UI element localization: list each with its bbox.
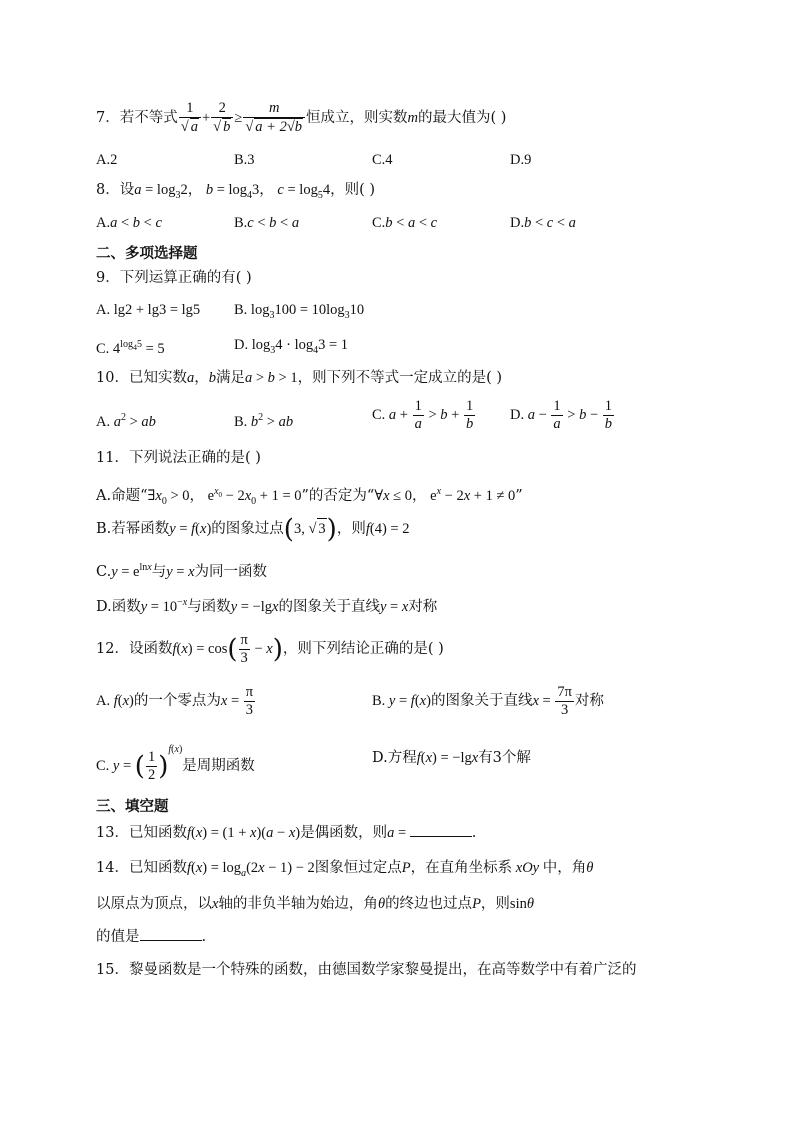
q8-option-d[interactable]: D.b < c < a: [510, 215, 576, 231]
question-10: 10．已知实数a，b满足a > b > 1，则下列不等式一定成立的是( ): [96, 370, 503, 386]
q7-option-a[interactable]: A.2: [96, 152, 118, 168]
q7-frac-2-over-sqrt-b: $\frac{2}{√ b}$: [211, 100, 233, 136]
q8-text-tail: ，则( ): [330, 182, 376, 198]
question-8: 8．设$a = \log_32$， $b = \log_43$， $c = \log_54$，则( ): [96, 182, 376, 201]
q12-option-b[interactable]: B. y = f(x)的图象关于直线x = $\frac{7\pi}{3}$ 对称: [372, 684, 604, 718]
q12-option-c[interactable]: C. y = ( $\frac{1}{2}$ )$^{f(x)}$是周期函数: [96, 744, 255, 784]
question-9: 9．下列运算正确的有( ): [96, 270, 252, 286]
section-heading-multiple-choice: 二、多项选择题: [96, 246, 198, 262]
question-14-line-3: 的值是 .: [96, 926, 206, 947]
q9-option-c[interactable]: C. $4^{log_45} = 5$: [96, 339, 165, 357]
q7-number: 7．: [96, 110, 120, 126]
q11-option-b[interactable]: B.若幂函数y = f(x)的图象过点(3, √ 3)，则f(4) = 2: [96, 514, 410, 545]
question-7: 7．若不等式 $\frac{1}{√ a}$ + $\frac{2}{√ b}$ ≥ $\frac{m}{√ a + 2√b}$ 恒成立，则实数m的最大值为( ): [96, 100, 507, 135]
q7-option-c[interactable]: C.4: [372, 152, 393, 168]
q7-text-pre: 若不等式: [119, 110, 178, 126]
q7-option-d[interactable]: D.9: [510, 152, 532, 168]
q12-option-a[interactable]: A. f(x)的一个零点为x = $\frac{\pi}{3}$: [96, 684, 254, 718]
question-14-line-2: 以原点为顶点，以x轴的非负半轴为始边，角θ的终边也过点P，则sinθ: [96, 896, 534, 912]
q8-option-c[interactable]: C.b < a < c: [372, 215, 438, 231]
q11-option-d[interactable]: D.函数$y = 10^{-x}$与函数y = −lgx的图象关于直线y = x对称: [96, 597, 438, 615]
question-14: 14．已知函数$f(x) = \log_a(2x - 1) - 2$图象恒过定点P，在直角坐标系 xOy 中，角θ: [96, 860, 594, 879]
question-11: 11．下列说法正确的是( ): [96, 450, 261, 466]
q14-answer-blank[interactable]: [140, 926, 202, 941]
q9-option-b[interactable]: B. $\log_3100 = 10\log_310$: [234, 302, 365, 321]
q9-option-a[interactable]: A. lg2 + lg3 = lg5: [96, 302, 201, 318]
q10-option-a[interactable]: A. $a^2$ > ab: [96, 412, 156, 430]
q7-option-b[interactable]: B.3: [234, 152, 255, 168]
section-heading-fill-in: 三、填空题: [96, 799, 169, 815]
q7-text-post: 恒成立，则实数: [306, 110, 408, 126]
q8-option-a[interactable]: A.a < b < c: [96, 215, 162, 231]
question-12: 12．设函数f(x) = cos( $\frac{\pi}{3}$ − x)，则下列结论正确的是( ): [96, 632, 444, 666]
q7-frac-m: $\frac{m}{√ a + 2√b}$: [243, 100, 305, 136]
q7-text-tail: 的最大值为( ): [418, 110, 507, 126]
q8-option-b[interactable]: B.c < b < a: [234, 215, 300, 231]
q11-option-a[interactable]: A.命题“$\exists x_0 > 0$， $e^{x_0} - 2x_0 + 1 = 0$”的否定为“∀x ≤ 0， $e^x - 2x + 1 \ne 0$”: [96, 486, 523, 507]
q9-option-d[interactable]: D. $\log_34 \cdot \log_43 = 1$: [234, 337, 349, 356]
q7-frac-1-over-sqrt-a: $\frac{1}{√ a}$: [179, 100, 201, 136]
q13-answer-blank[interactable]: [410, 822, 472, 837]
q11-option-c[interactable]: $C.y = e^{lnx}$与y = x为同一函数: [96, 562, 268, 580]
q10-option-c[interactable]: C. a + $\frac{1}{a}$ > b + $\frac{1}{b}$: [372, 398, 474, 432]
q12-option-d[interactable]: D.方程f(x) = −lgx有3个解: [372, 750, 531, 766]
q10-option-d[interactable]: D. a − $\frac{1}{a}$ > b − $\frac{1}{b}$: [510, 398, 613, 432]
q10-option-b[interactable]: B. $b^2$ > ab: [234, 412, 294, 430]
q7-var-m: m: [407, 110, 419, 126]
question-13: 13．已知函数f(x) = (1 + x)(a − x)是偶函数，则a = .: [96, 822, 476, 843]
q8-text-pre: 设: [119, 182, 135, 198]
q8-number: 8．: [96, 182, 120, 198]
question-15: 15．黎曼函数是一个特殊的函数，由德国数学家黎曼提出，在高等数学中有着广泛的: [96, 962, 637, 978]
